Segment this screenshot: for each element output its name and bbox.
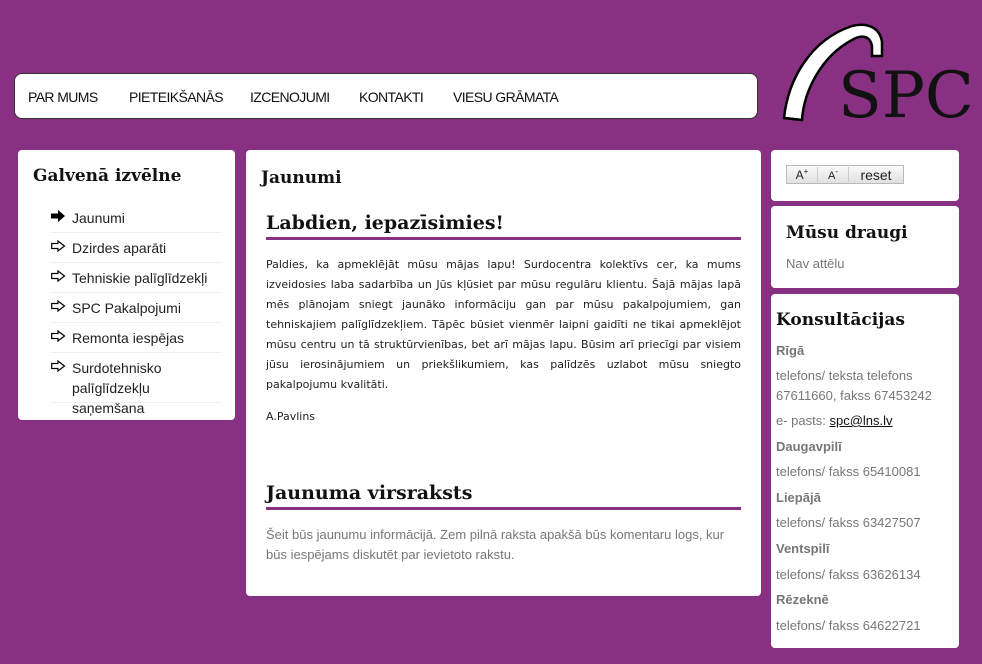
nav-izcenojumi[interactable]: IZCENOJUMI [250, 89, 330, 105]
font-increase-button[interactable]: A+ [787, 167, 818, 182]
menu-item-surdotehnisko[interactable] [51, 358, 221, 416]
arrow-right-filled-icon [51, 210, 66, 222]
email-line [776, 411, 956, 431]
arrow-right-outline-icon [51, 270, 66, 282]
phone-ventspils: telefons/ fakss 63626134 [776, 567, 921, 582]
friends-panel [771, 206, 959, 288]
menu-item-label: Jaunumi [72, 210, 125, 226]
nav-kontakti[interactable]: KONTAKTI [359, 89, 424, 105]
article-body: Šeit būs jaunumu informācijā. Zem pilnā raksta apakšā būs komentaru logs, kur būs iespējams diskutēt par ievietoto rakstu. [266, 527, 725, 562]
arrow-right-outline-icon [51, 240, 66, 252]
arrow-right-outline-icon [51, 360, 66, 372]
consultations-panel [771, 294, 959, 648]
nav-pieteiksanas[interactable]: PIETEIKŠANĀS [129, 89, 223, 105]
page-title: Jaunumi [261, 168, 342, 188]
article-body: Paldies, ka apmeklējāt mūsu mājas lapu! Surdocentra kolektīvs cer, ka mums izveidosies laba sadarbība un Jūs kļūsiet par mūsu regulāru klientu. Šajā mājas lapā mēs plānojam sniegt jaunāko informāciju gan par mūsu pakalpojumiem, gan tehniskajiem palīglīdzekļiem. Tāpēc būsiet vienmēr laipni gaidīti ne tikai apmeklējot mūsu centru un tā struktūrvienības, bet arī mājas lapu. Būsim arī priecīgi par visiem jūsu ierosinājumiem un priekšlikumiem, kas palīdzēs uzlabot mūsu sniegto pakalpojumu kvalitāti. [266, 258, 741, 391]
main-menu-panel [18, 150, 235, 420]
title-underline [266, 237, 741, 240]
article-title[interactable]: Jaunuma virsraksts [266, 482, 473, 504]
font-reset-button[interactable]: reset [860, 166, 892, 183]
consultations-title: Konsultācijas [776, 310, 905, 330]
menu-item-dzirdes-aparati[interactable] [51, 238, 221, 263]
article-title[interactable]: Labdien, iepazīsimies! [266, 212, 504, 234]
phone-liepaja: telefons/ fakss 63427507 [776, 515, 921, 530]
menu-item-tehniskie[interactable] [51, 268, 221, 293]
city-liepaja: Liepājā [776, 490, 821, 505]
main-content-panel [246, 150, 761, 596]
friends-title: Mūsu draugi [786, 223, 908, 243]
phone-rezekne: telefons/ fakss 64622721 [776, 618, 921, 633]
font-decrease-button[interactable]: A- [818, 167, 849, 182]
email-link[interactable]: spc@lns.lv [829, 413, 893, 428]
phone-riga: telefons/ teksta telefons 67611660, fakss 67453242 [776, 368, 932, 403]
city-daugavpils: Daugavpilī [776, 439, 842, 454]
menu-item-label: SPC Pakalpojumi [72, 300, 181, 316]
menu-item-label: Dzirdes aparāti [72, 240, 167, 256]
nav-par-mums[interactable]: PAR MUMS [28, 89, 98, 105]
main-menu-title: Galvenā izvēlne [33, 166, 182, 186]
city-riga: Rīgā [776, 343, 805, 358]
friends-empty-text: Nav attēlu [786, 256, 845, 271]
top-navigation [14, 73, 758, 119]
logo-text: SPC [838, 59, 970, 128]
menu-item-label: Remonta iespējas [72, 330, 185, 346]
article-author: A.Pavlins [266, 410, 316, 423]
font-size-controls [786, 165, 904, 184]
city-rezekne: Rēzeknē [776, 592, 829, 607]
spc-logo-graphic [780, 20, 970, 128]
title-underline [266, 507, 741, 510]
menu-item-jaunumi[interactable] [51, 208, 221, 233]
phone-daugavpils: telefons/ fakss 65410081 [776, 464, 921, 479]
arrow-right-outline-icon [51, 330, 66, 342]
arrow-right-outline-icon [51, 300, 66, 312]
email-label: e- pasts: [776, 413, 830, 428]
nav-viesu-gramata[interactable]: VIESU GRĀMATA [453, 89, 559, 105]
menu-item-remonta-iespejas[interactable] [51, 328, 221, 353]
menu-item-label: Surdotehnisko palīglīdzekļu saņemšana [72, 360, 162, 416]
menu-item-spc-pakalpojumi[interactable] [51, 298, 221, 323]
spc-logo[interactable] [780, 20, 970, 128]
menu-item-label: Tehniskie palīglīdzekļi [72, 270, 208, 286]
city-ventspils: Ventspilī [776, 541, 830, 556]
font-size-panel [771, 150, 959, 201]
font-decrease-label: A [827, 170, 836, 182]
font-increase-label: A [795, 168, 804, 182]
